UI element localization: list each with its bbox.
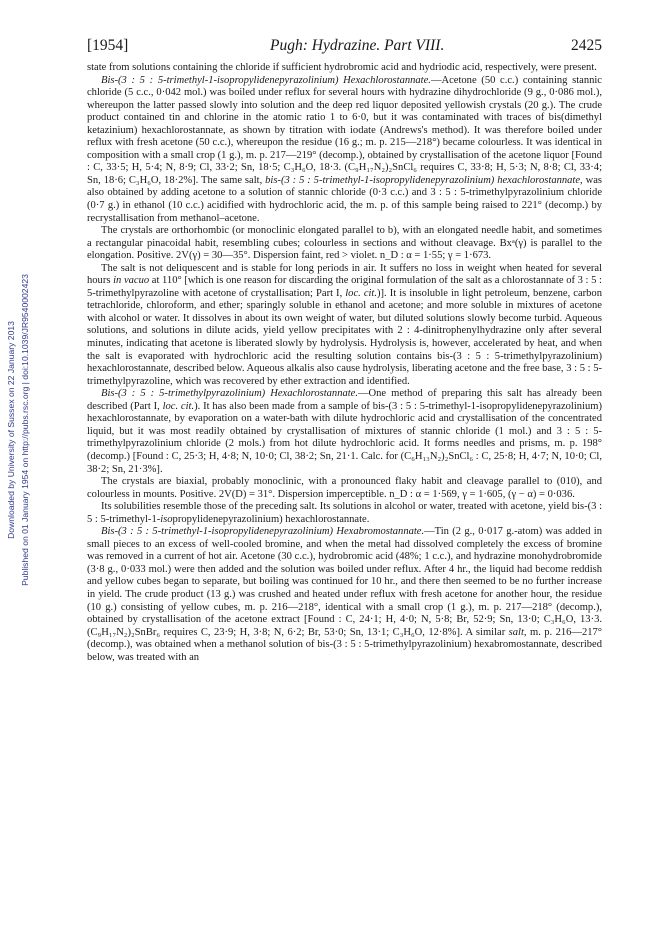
text-run: —Acetone (50 c.c.) containing stannic chloride (5 c.c., 0·042 mol.) was boiled under reflux for several hours with hydrazine dihydrochloride (9 g., 0·086 mol.), whereupon the latter passed slowly into solution and the deep red liquor deposited yellowish crystals (20 g.). The crude product contained tin and chlorine in the atomic ratio 1 to 6·0, but it was contaminated with traces of bis(dimethyl ketazinium) hexachlorostannate, as shown by titration with iodate (Andrews's method). It was therefore boiled under reflux with fresh acetone (50 c.c.), whereupon the residue (16 g.; m. p. 215—218°) became colourless. It was identical in composition with a small crop (1 g.), m. p. 217—219° (decomp.), obtained by crystallisation of the acetone liquor [Found : C, 33·5; H, 5·4; N, 8·9; Cl, 33·2; Sn, 18·5; C₃H₆O, 18·3. (C₉H₁₇N₂)₂SnCl₆ requires C, 33·8; H, 5·3; N, 8·8; Cl, 33·4; Sn, 18·6; C₃H₆O, 18·2%]. The same salt, — [87, 74, 602, 186]
running-title: Pugh: Hydrazine. Part VIII. — [270, 37, 445, 54]
text-run: Its solubilities resemble those of the preceding salt. Its solutions in alcohol or water, treated with acetone, yield bis-(3 : 5 : 5-trimethyl-1- — [87, 501, 603, 525]
italic-run: loc. cit. — [345, 287, 377, 299]
publication-watermark — [18, 140, 32, 720]
italic-run: Bis-(3 : 5 : 5-trimethyl-1-isopropylidenepyrazolinium) Hexachlorostannate. — [101, 74, 431, 86]
text-run: The salt is not deliquescent and is stable for long periods in air. It suffers no loss in weight when heated for several hours — [87, 262, 602, 287]
text-run: propylidenepyrazolinium) hexachlorostannate. — [172, 513, 370, 525]
text-run: , was also obtained by adding acetone to a solution of stannic chloride (0·3 c.c.) and 3 : 5 : 5-trimethylpyrazolinium chloride (0·7 g.) in ethanol (10 c.c.) acidified with hydrochloric acid, the m. p. of this sample being raised to 221° (decomp.) by recrystallisation from methanol–acetone. — [87, 174, 602, 224]
body-paragraph — [87, 526, 602, 664]
text-run: , m. p. 216—217° (decomp.), was obtained when a methanol solution of bis-(3 : 5 : 5-trimethylpyrazolinium) hexabromostannate, described below, was treated with an — [87, 626, 603, 663]
body-paragraph — [87, 62, 602, 75]
text-run: ). It has also been made from a sample of bis-(3 : 5 : 5-trimethyl-1-isopropylidenepyrazolinium) hexachlorostannate, by evaporation on a water-bath with dilute hydrochloric acid and crystallisation of the concentrated liquid, but it was most readily obtained by crystallisation of mixtures of stannic chloride (1 mol.) and 3 : 5 : 5-trimethylpyrazolinium chloride (2 mols.) from hot dilute hydrochloric acid. It forms needles and prisms, m. p. 198° (decomp.) [Found : C, 25·3; H, 4·8; N, 10·0; Cl, 38·2; Sn, 21·1. Calc. for (C₆H₁₃N₂)₂SnCl₆ : C, 25·8; H, 4·7; N, 10·0; Cl, 38·2; Sn, 21·3%]. — [87, 400, 602, 475]
body-paragraph — [87, 75, 602, 226]
italic-run: bis-(3 : 5 : 5-trimethyl-1-isopropylidenepyrazolinium) hexachlorostannate — [265, 174, 581, 186]
body-paragraph — [87, 225, 602, 263]
italic-run: Bis-(3 : 5 : 5-trimethylpyrazolinium) Hexachlorostannate. — [101, 388, 358, 400]
italic-run: loc. cit. — [162, 400, 195, 412]
body-paragraph — [87, 501, 602, 526]
text-run: —Tin (2 g., 0·017 g.-atom) was added in small pieces to an excess of well-cooled bromine, and when the metal had dissolved completely the excess of bromine was removed in a current of hot air. Acetone (30 c.c.), hydrobromic acid (48%; 1 c.c.), and hydrazine monohydrobromide (3·8 g., 0·033 mol.) were then added and the solution was boiled under reflux. After 4 hr., the liquid had become reddish and yellow cubes began to separate, but boiling was continued for 10 hr., and there then seemed to be no further increase in yield. The crude product (13 g.) was crushed and heated under reflux with fresh acetone for another hour, the residue (10 g.) consisting of yellow cubes, m. p. 216—218°, identical with a small crop (1 g.), m. p. 217—218° (decomp.), obtained by crystallisation of the acetone extract [Found : C, 24·1; H, 4·0; N, 5·8; Br, 52·9; Sn, 13·0; C₃H₆O, 13·3. (C₉H₁₇N₂)₂SnBr₆ requires C, 23·9; H, 3·8; N, 6·2; Br, 53·0; Sn, 13·1; C₃H₆O, 12·8%]. A similar — [87, 526, 602, 638]
body-paragraph — [87, 388, 602, 476]
italic-run: iso — [160, 513, 173, 525]
page-number: 2425 — [571, 37, 602, 54]
download-watermark — [4, 140, 18, 720]
text-run: state from solutions containing the chloride if sufficient hydrobromic acid and hydriodic acid, respectively, were present. — [87, 62, 597, 73]
text-run: —One method of preparing this salt has already been described (Part I, — [87, 388, 602, 412]
text-run: )]. It is insoluble in light petroleum, benzene, carbon tetrachloride, chloroform, and ether; sparingly soluble in ethanol and acetone; and more soluble in mixtures of acetone with alcohol or water. It dissolves in about its own weight of water, but diluted solutions slowly become turbid. Aqueous solutions, and solutions in dilute acids, yield yellow precipitates with 2 : 4-dinitrophenylhydrazine only after several minutes, indicating that acetone is liberated slowly by hydrolysis. Hydrolysis is, however, accelerated by heat, and when the salt is evaporated with hydrochloric acid the resulting solution contains bis-(3 : 5 : 5-trimethylpyrazolinium) hexachlorostannate, described below. Aqueous alkalis also cause hydrolysis, liberating acetone and the free base, 3 : 5 : 5-trimethylpyrazoline, which was recovered by ether extraction and identified. — [87, 287, 602, 387]
italic-run: Bis-(3 : 5 : 5-trimethyl-1-isopropylidenepyrazolinium) Hexabromostannate. — [101, 526, 425, 538]
italic-run: salt — [508, 626, 524, 638]
text-run: The crystals are biaxial, probably monoclinic, with a pronounced flaky habit and cleavage parallel to (010), and colourless in mounts. Positive. 2V(D) = 31°. Dispersion imperceptible. n_D : α = 1·569, γ = 1·605, (γ − α) = 0·036. — [87, 476, 602, 500]
body-paragraph — [87, 263, 602, 388]
text-run: The crystals are orthorhombic (or monoclinic elongated parallel to b), with an elongated needle habit, and sometimes a rectangular pinacoidal habit, resembling cubes; colourless in sections and without cleavage. Bxᵃ(γ) is parallel to the elongation. Positive. 2V(γ) = 30—35°. Dispersion faint, red > violet. n_D : α = 1·55; γ = 1·673. — [87, 225, 602, 262]
running-header — [87, 37, 602, 57]
article-body — [87, 62, 602, 664]
italic-run: in vacuo — [113, 275, 150, 287]
volume-year: [1954] — [87, 37, 129, 54]
publication-note[interactable]: Published on 01 January 1954 on http://pubs.rsc.org | doi:10.1039/JR9540002423 — [20, 274, 30, 586]
text-run: at 110° [which is one reason for discarding the original formulation of the salt as a chlorostannate of 3 : 5 : 5-trimethylpyrazoline with acetone of crystallisation; Part I, — [87, 275, 602, 299]
body-paragraph — [87, 476, 602, 501]
download-note: Downloaded by University of Sussex on 22 January 2013 — [6, 321, 16, 539]
